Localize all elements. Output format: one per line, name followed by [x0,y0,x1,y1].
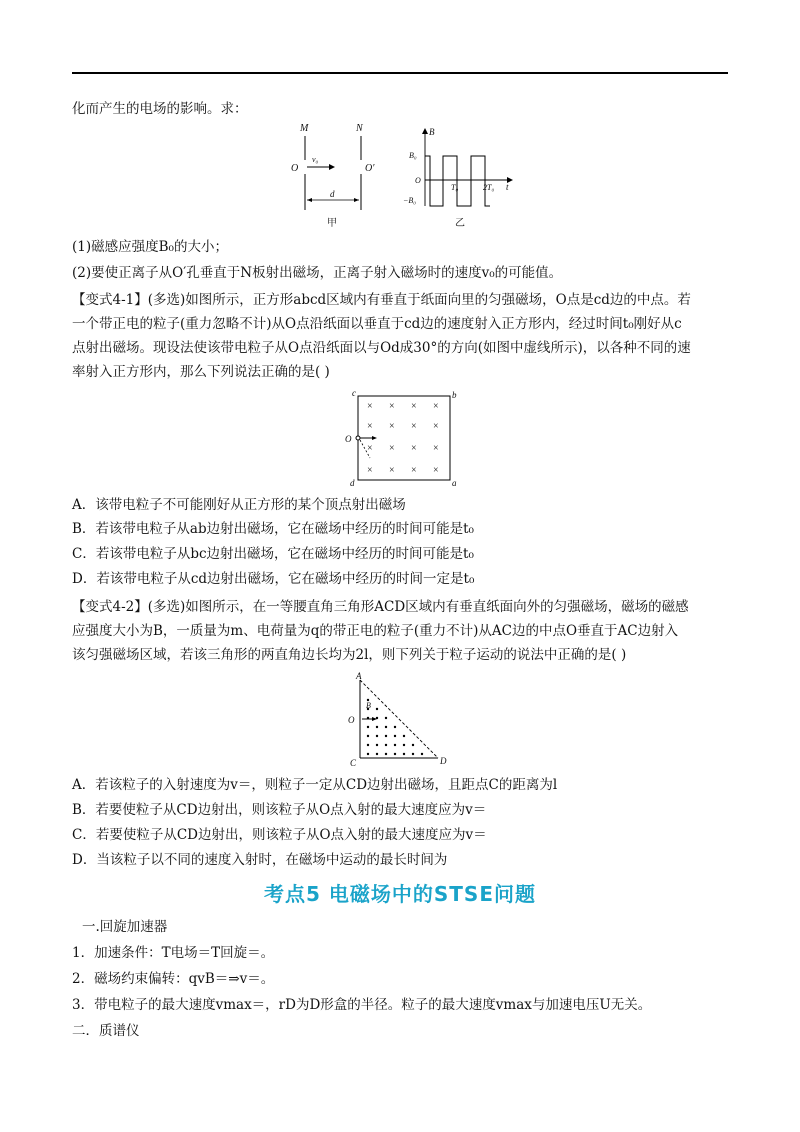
field-cross: × [433,401,439,412]
field-dot [385,744,387,746]
field-cross: × [367,465,373,476]
label-v0: v₀ [312,155,319,164]
field-dot [376,735,378,737]
field-cross: × [389,421,395,432]
label-n: N [356,123,363,134]
label-o: O [291,163,299,174]
field-dot [394,726,396,728]
field-dot [367,726,369,728]
variant-4-1-option-b: B．若该带电粒子从ab边射出磁场，它在磁场中经历的时间可能是t₀ [72,521,474,537]
field-dot [385,726,387,728]
field-dot [403,744,405,746]
field-cross: × [367,401,373,412]
field-cross: × [389,401,395,412]
field-cross: × [433,443,439,454]
subsection-2: 二．质谱仪 [72,1023,140,1039]
field-dot [394,753,396,755]
caption-jia: 甲 [327,218,337,229]
label-d: d [330,189,335,199]
figure-jia [291,123,375,229]
label-axis-t: t [506,182,509,192]
label-b: b [452,390,457,400]
variant-4-2-option-c: C．若要使粒子从CD边射出，则该粒子从O点入射的最大速度应为v＝ [72,827,487,843]
label-o: O [348,715,355,725]
label-c: C [350,758,357,768]
point-o [356,436,360,440]
variant-4-1-line-1: 【变式4-1】(多选)如图所示，正方形abcd区域内有垂直于纸面向里的匀强磁场，O点是cd边的中点。若 [72,292,691,308]
variant-4-1-option-a: A．该带电粒子不可能刚好从正方形的某个顶点射出磁场 [72,497,406,513]
variant-4-1-option-c: C．若该带电粒子从bc边射出磁场，它在磁场中经历的时间可能是t₀ [72,546,474,562]
field-dot [385,717,387,719]
variant-4-1-option-d: D．若该带电粒子从cd边射出磁场，它在磁场中经历的时间一定是t₀ [72,571,475,587]
field-dot [367,735,369,737]
section-heading: 考点5 电磁场中的STSE问题 [264,882,536,906]
label-m: M [300,123,309,134]
field-dots [367,699,423,755]
field-cross: × [411,421,417,432]
field-cross: × [411,401,417,412]
label-d: D [440,756,447,766]
label-o-prime: O′ [365,163,375,174]
field-dot [376,708,378,710]
variant-4-2-option-d: D．当该粒子以不同的速度入射时，在磁场中运动的最长时间为 [72,852,448,868]
variant-4-1-line-2: 一个带正电的粒子(重力忽略不计)从O点沿纸面以垂直于cd边的速度射入正方形内，经过时间t₀刚好从c [72,316,682,332]
caption-yi: 乙 [455,218,465,229]
label-neg-b0: −B₀ [403,196,417,205]
field-dot [403,735,405,737]
label-d: d [350,478,355,488]
variant-4-2-option-a: A．若该粒子的入射速度为v＝，则粒子一定从CD边射出磁场，且距点C的距离为l [72,777,558,793]
square-figure [342,386,462,490]
variant-4-2-line-2: 应强度大小为B，一质量为m、电荷量为q的带正电的粒子(重力不计)从AC边的中点O垂直于AC边射入 [72,623,679,639]
field-dot [367,744,369,746]
triangle-figure [344,670,464,770]
subsection-1: 一.回旋加速器 [82,919,168,935]
variant-4-2-option-b: B．若要使粒子从CD边射出，则该粒子从O点入射的最大速度应为v＝ [72,802,487,818]
b-waveform [425,156,490,206]
field-dot [385,753,387,755]
point-2: 2．磁场约束偏转：qvB＝⇒v＝。 [72,971,275,987]
field-dot [376,753,378,755]
field-dot [376,744,378,746]
label-t0: T₀ [451,183,459,192]
label-a: A [356,671,362,681]
field-cross: × [433,421,439,432]
label-a: a [452,478,457,488]
field-cross: × [411,465,417,476]
label-axis-b: B [429,127,435,137]
field-dot [403,753,405,755]
field-cross: × [367,421,373,432]
variant-4-2-line-1: 【变式4-2】(多选)如图所示，在一等腰直角三角形ACD区域内有垂直纸面向外的匀强磁场，磁场的磁感 [72,599,689,615]
field-dot [367,753,369,755]
field-dot [385,735,387,737]
field-cross: × [367,443,373,454]
field-dot [376,726,378,728]
label-origin: O [415,176,421,185]
figure-yi [403,127,513,229]
label-2t0: 2T₀ [483,183,495,192]
label-b: B [366,701,371,710]
point-1: 1．加速条件：T电场＝T回旋＝。 [72,945,275,961]
intro-line: 化而产生的电场的影响。求： [72,101,248,117]
label-c: c [352,388,356,398]
field-cross: × [389,465,395,476]
figure-1 [285,118,515,238]
field-cross: × [433,465,439,476]
point-3: 3．带电粒子的最大速度vmax＝，rD为D形盒的半径。粒子的最大速度vmax与加速电压U无关。 [72,997,652,1013]
question-2: (2)要使正离子从O′孔垂直于N板射出磁场，正离子射入磁场时的速度v₀的可能值。 [72,265,563,281]
field-dot [412,753,414,755]
field-dot [394,735,396,737]
variant-4-1-line-4: 率射入正方形内，那么下列说法正确的是( ) [72,364,330,380]
field-dot [412,744,414,746]
top-rule [72,72,728,74]
label-o: O [345,434,352,444]
field-cross: × [389,443,395,454]
question-1: (1)磁感应强度B₀的大小； [72,239,228,255]
field-dot [394,744,396,746]
field-dot [421,753,423,755]
field-crosses [367,401,439,476]
variant-4-2-line-3: 该匀强磁场区域，若该三角形的两直角边长均为2l，则下列关于粒子运动的说法中正确的是( ) [72,647,627,663]
field-cross: × [411,443,417,454]
variant-4-1-line-3: 点射出磁场。现设法使该带电粒子从O点沿纸面以与Od成30°的方向(如图中虚线所示)，以各种不同的速 [72,340,691,356]
label-b0: B₀ [409,151,417,160]
